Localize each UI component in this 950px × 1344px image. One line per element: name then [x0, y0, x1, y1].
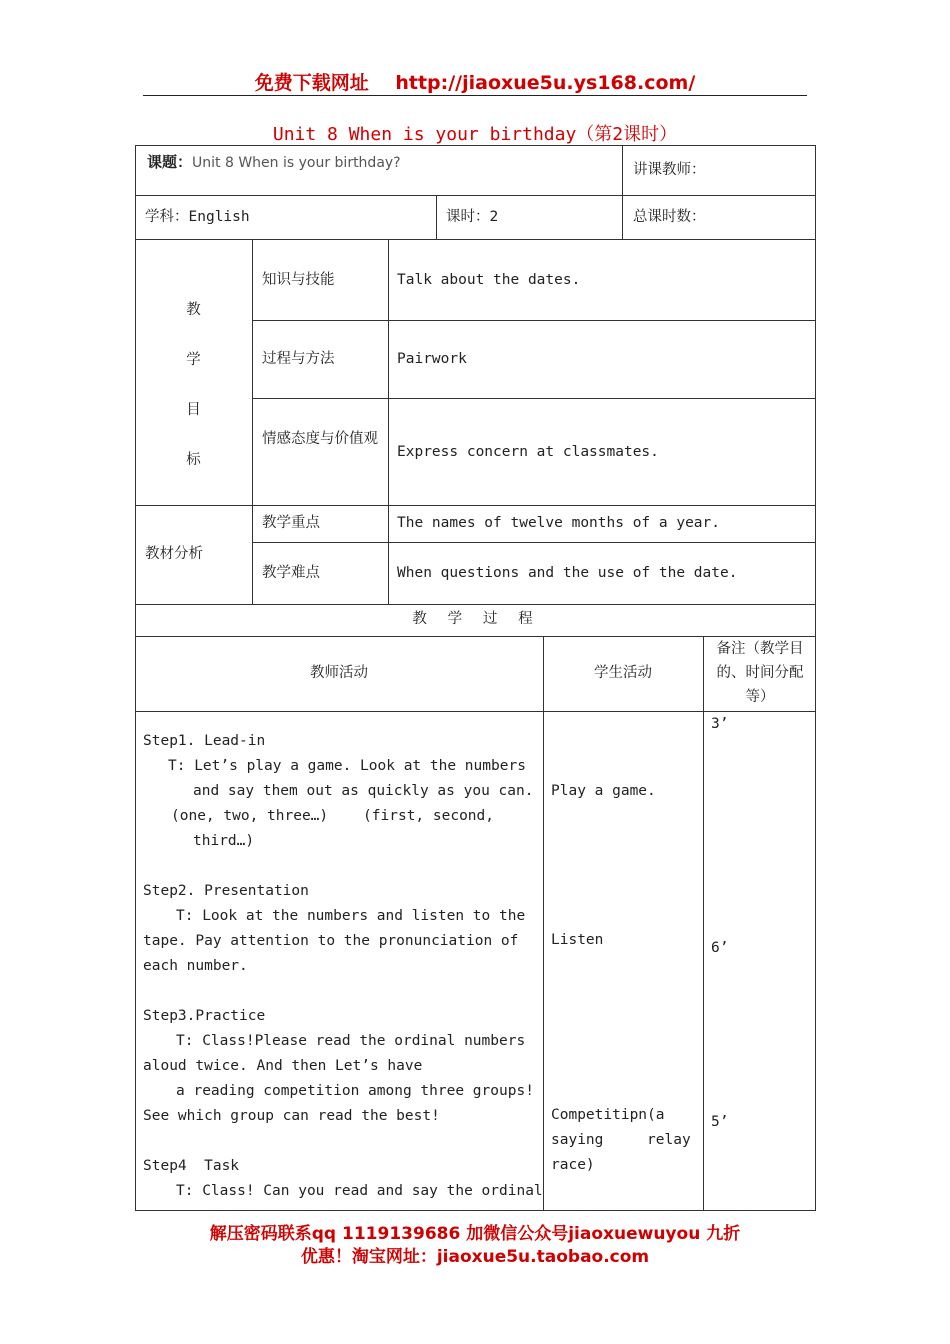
header-label: 免费下载网址: [254, 72, 369, 94]
step-line: (one, two, three…) (first, second,: [171, 808, 495, 824]
time-note: 5’: [711, 1114, 729, 1130]
objective-value: Pairwork: [397, 351, 467, 367]
divider: [703, 636, 704, 1211]
objective-name: 情感态度与价值观: [262, 431, 378, 447]
teacher-label: 讲课教师：: [633, 162, 706, 178]
step-title: Step3.Practice: [143, 1008, 266, 1024]
step-title: Step1. Lead-in: [143, 733, 266, 749]
step-line: aloud twice. And then Let’s have: [143, 1058, 423, 1074]
label-char: 学: [186, 352, 201, 368]
period: 课时：2: [446, 209, 499, 225]
objective-name: 过程与方法: [262, 351, 335, 367]
student-activity: [551, 1103, 697, 1178]
divider: [388, 239, 389, 604]
teacher-activities: [143, 729, 543, 1204]
divider: [436, 195, 437, 239]
step-line: See which group can read the best!: [143, 1108, 440, 1124]
step-title: Step2. Presentation: [143, 883, 309, 899]
step-line: each number.: [143, 958, 248, 974]
col-student: 学生活动: [594, 665, 652, 681]
divider: [252, 320, 816, 321]
analysis-label: 教材分析: [145, 546, 203, 562]
header-rule: [143, 95, 807, 96]
step-line: a reading competition among three groups!: [176, 1083, 534, 1099]
step-line: and say them out as quickly as you can.: [193, 783, 534, 799]
document-title: Unit 8 When is your birthday（第2课时）: [272, 124, 678, 145]
student-activity-line: race): [551, 1157, 595, 1173]
subject: 学科：English: [145, 209, 250, 225]
step-line: T: Look at the numbers and listen to the: [176, 908, 526, 924]
step-line: third…): [193, 833, 255, 849]
col-notes: 备注（教学目的、时间分配等）: [716, 641, 804, 705]
objective-value: Talk about the dates.: [397, 272, 581, 288]
step-line: T: Let’s play a game. Look at the numbers: [168, 758, 526, 774]
footer-line-1: 解压密码联系qq 1119139686 加微信公众号jiaoxuewuyou 九折: [209, 1224, 741, 1244]
divider: [252, 239, 253, 604]
objectives-label: [135, 285, 252, 485]
divider: [135, 195, 816, 196]
divider: [252, 398, 816, 399]
total-periods: 总课时数：: [633, 209, 706, 225]
divider: [252, 542, 816, 543]
col-teacher: 教师活动: [310, 665, 368, 681]
step-line: T: Class!Please read the ordinal numbers: [176, 1033, 526, 1049]
student-activity: Listen: [551, 932, 604, 948]
analysis-value: When questions and the use of the date.: [397, 565, 738, 581]
divider: [135, 604, 816, 605]
student-activity: Play a game.: [551, 783, 656, 799]
label-char: 标: [186, 452, 201, 468]
footer-line-2: 优惠！淘宝网址：jiaoxue5u.taobao.com: [300, 1247, 650, 1267]
analysis-name: 教学难点: [262, 565, 320, 581]
process-title: 教 学 过 程: [412, 611, 539, 627]
lesson-topic-value: Unit 8 When is your birthday?: [192, 155, 401, 171]
objective-value: Express concern at classmates.: [397, 444, 659, 460]
step-title: Step4 Task: [143, 1158, 240, 1174]
analysis-name: 教学重点: [262, 515, 320, 531]
header-url[interactable]: http://jiaoxue5u.ys168.com/: [395, 72, 696, 94]
divider: [622, 145, 623, 240]
lesson-topic: [147, 150, 617, 176]
step-line: T: Class! Can you read and say the ordinal: [176, 1183, 543, 1199]
objective-name: 知识与技能: [262, 272, 335, 288]
step-line: tape. Pay attention to the pronunciation of: [143, 933, 519, 949]
divider: [543, 636, 544, 1211]
student-activity-line: Competitipn(a: [551, 1107, 665, 1123]
time-note: 3’: [711, 716, 729, 732]
divider: [135, 505, 816, 506]
time-note: 6’: [711, 940, 729, 956]
divider: [135, 239, 816, 240]
student-activity-line: saying relay: [551, 1132, 691, 1148]
analysis-value: The names of twelve months of a year.: [397, 515, 721, 531]
site-header: [0, 68, 950, 95]
label-char: 目: [186, 402, 201, 418]
label-char: 教: [186, 302, 201, 318]
lesson-topic-label: 课题：: [147, 153, 193, 171]
